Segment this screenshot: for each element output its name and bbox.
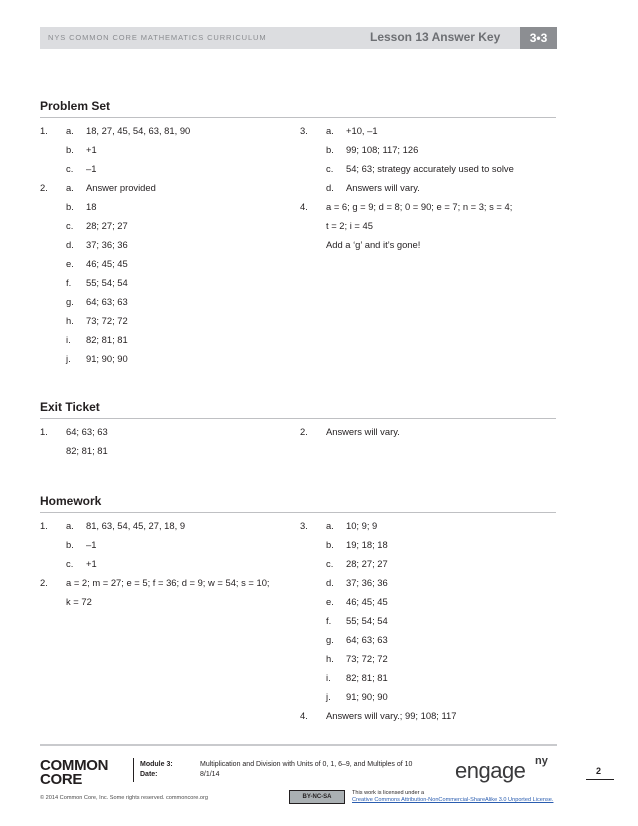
section-divider [40,117,556,118]
answer-text: 99; 108; 117; 126 [346,144,419,155]
answer-text: t = 2; i = 45 [326,220,373,231]
answer-text: 64; 63; 63 [66,426,108,437]
sub-question-letter: b. [326,144,334,155]
sub-question-letter: d. [66,239,74,250]
page-number-rule [586,779,614,780]
sub-question-letter: c. [66,163,74,174]
sub-question-letter: h. [66,315,74,326]
sub-question-letter: d. [326,577,334,588]
sub-question-letter: a. [326,125,334,136]
answer-text: a = 6; g = 9; d = 8; 0 = 90; e = 7; n = 3; s = 4; [326,201,513,212]
license-text: This work is licensed under a [352,790,425,796]
sub-question-letter: h. [326,653,334,664]
answer-text: +1 [86,144,97,155]
answer-text: 82; 81; 81 [86,334,128,345]
curriculum-title: NYS COMMON CORE MATHEMATICS CURRICULUM [48,33,267,42]
answer-text: 19; 18; 18 [346,539,388,550]
sub-question-letter: a. [66,125,74,136]
answer-text: +10, –1 [346,125,378,136]
answer-text: Answer provided [86,182,156,193]
sub-question-letter: b. [66,201,74,212]
answer-text: 55; 54; 54 [86,277,128,288]
answer-text: 81, 63, 54, 45, 27, 18, 9 [86,520,186,531]
answer-text: 82; 81; 81 [346,672,388,683]
logo-line-1: COMMON [40,757,109,774]
question-number: 2. [40,577,48,588]
problem-set-heading: Problem Set [40,99,111,113]
footer-vertical-divider [133,758,134,782]
question-number: 4. [300,201,308,212]
answer-text: Add a ‘g’ and it’s gone! [326,239,421,250]
grade-badge: 3•3 [520,27,557,49]
answer-text: 64; 63; 63 [86,296,128,307]
sub-question-letter: c. [66,220,74,231]
sub-question-letter: b. [66,144,74,155]
answer-text: 18, 27, 45, 54, 63, 81, 90 [86,125,191,136]
module-label: Module 3: [140,761,173,768]
answer-text: 37; 36; 36 [346,577,388,588]
answer-text: 46; 45; 45 [346,596,388,607]
answer-text: Answers will vary. [346,182,420,193]
answer-text: 73; 72; 72 [86,315,128,326]
sub-question-letter: j. [326,691,331,702]
answer-text: 73; 72; 72 [346,653,388,664]
sub-question-letter: i. [66,334,71,345]
sub-question-letter: c. [326,163,334,174]
common-core-logo [40,759,108,787]
answer-text: 91; 90; 90 [86,353,128,364]
answer-text: Answers will vary. [326,426,400,437]
answer-text: –1 [86,163,97,174]
question-number: 2. [300,426,308,437]
module-text: Multiplication and Division with Units of 0, 1, 6–9, and Multiples of 10 [200,761,413,768]
sub-question-letter: c. [66,558,74,569]
sub-question-letter: c. [326,558,334,569]
question-number: 1. [40,520,48,531]
page-number: 2 [596,766,602,776]
exit-ticket-heading: Exit Ticket [40,400,100,414]
engageny-logo-sup: ny [535,755,548,767]
sub-question-letter: j. [66,353,71,364]
question-number: 3. [300,125,308,136]
question-number: 4. [300,710,308,721]
answer-text: 54; 63; strategy accurately used to solve [346,163,514,174]
answer-text: 28; 27; 27 [346,558,388,569]
cc-license-badge: BY-NC-SA [289,790,345,804]
sub-question-letter: b. [66,539,74,550]
sub-question-letter: f. [66,277,72,288]
answer-text: 37; 36; 36 [86,239,128,250]
answer-text: 91; 90; 90 [346,691,388,702]
footer-divider [40,744,557,746]
license-link[interactable]: Creative Commons Attribution-NonCommercial-ShareAlike 3.0 Unported License. [352,797,554,803]
engageny-logo: engage [455,758,526,783]
answer-text: 82; 81; 81 [66,445,108,456]
section-divider [40,512,556,513]
answer-text: 28; 27; 27 [86,220,128,231]
sub-question-letter: e. [326,596,334,607]
question-number: 3. [300,520,308,531]
sub-question-letter: f. [326,615,332,626]
sub-question-letter: a. [66,182,74,193]
lesson-title: Lesson 13 Answer Key [370,30,501,44]
sub-question-letter: g. [326,634,334,645]
sub-question-letter: g. [66,296,74,307]
sub-question-letter: d. [326,182,334,193]
sub-question-letter: e. [66,258,74,269]
date-label: Date: [140,771,158,778]
question-number: 2. [40,182,48,193]
answer-text: 64; 63; 63 [346,634,388,645]
answer-text: 46; 45; 45 [86,258,128,269]
answer-text: +1 [86,558,97,569]
answer-text: –1 [86,539,97,550]
answer-text: Answers will vary.; 99; 108; 117 [326,710,457,721]
sub-question-letter: i. [326,672,331,683]
answer-text: a = 2; m = 27; e = 5; f = 36; d = 9; w = 54; s = 10; [66,577,270,588]
section-divider [40,418,556,419]
answer-text: 55; 54; 54 [346,615,388,626]
sub-question-letter: b. [326,539,334,550]
copyright-text: © 2014 Common Core, Inc. Some rights reserved. commoncore.org [40,795,208,801]
date-text: 8/1/14 [200,771,220,778]
sub-question-letter: a. [66,520,74,531]
question-number: 1. [40,125,48,136]
answer-text: 18 [86,201,97,212]
sub-question-letter: a. [326,520,334,531]
homework-heading: Homework [40,494,102,508]
answer-text: k = 72 [66,596,92,607]
question-number: 1. [40,426,48,437]
answer-text: 10; 9; 9 [346,520,378,531]
logo-line-2: CORE [40,771,83,788]
